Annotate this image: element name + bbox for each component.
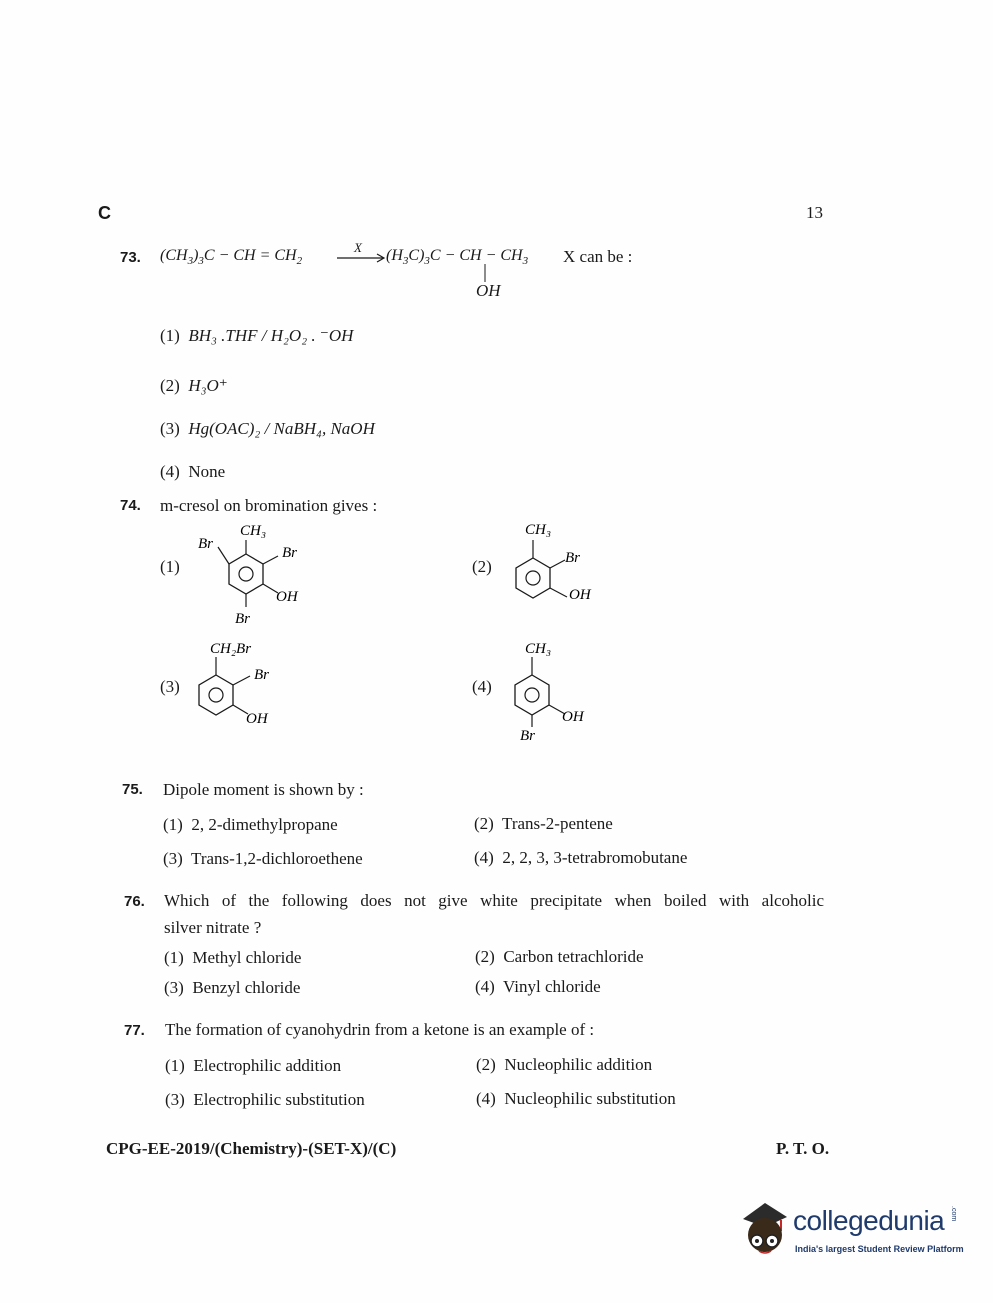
question-number: 75. xyxy=(122,781,143,798)
question-number: 76. xyxy=(124,893,145,910)
brand-tagline: India's largest Student Review Platform xyxy=(795,1244,964,1254)
ch3-label: CH₃ xyxy=(525,641,552,657)
question-stem: The formation of cyanohydrin from a ketone is an example of : xyxy=(165,1020,595,1039)
page-number: 13 xyxy=(806,203,823,222)
question-73-suffix: X can be : xyxy=(563,247,633,266)
option-2: (2) Carbon tetrachloride xyxy=(475,947,644,966)
option-1-label: (1) xyxy=(160,557,180,576)
option-3: (3) Hg(OAC)₂ / NaBH₄, NaOH xyxy=(160,419,375,438)
option-1: (1) 2, 2-dimethylpropane xyxy=(163,815,338,834)
structure-option-3 xyxy=(190,635,310,730)
ch2br-label: CH₂Br xyxy=(210,641,252,657)
reaction-product: $(H_3C)_3C$ − CH − $CH_3$ xyxy=(386,247,529,268)
option-2: (2) Nucleophilic addition xyxy=(476,1055,653,1074)
reaction-reactant: $(CH_3)_3C$ − CH = $CH_2$ xyxy=(160,247,303,268)
question-number: 74. xyxy=(120,497,141,514)
mascot-icon xyxy=(735,1197,793,1259)
oh-label: OH xyxy=(276,589,298,605)
benzene-ring xyxy=(515,675,549,715)
option-3-label: (3) xyxy=(160,677,180,696)
option-3: (3) Benzyl chloride xyxy=(164,978,301,997)
structure-option-1 xyxy=(190,515,325,625)
question-stem: Dipole moment is shown by : xyxy=(163,780,364,799)
br-label: Br xyxy=(198,536,213,552)
pto-label: P. T. O. xyxy=(776,1139,830,1158)
ch3-label: CH₃ xyxy=(525,522,552,538)
option-1: (1) BH₃ .THF / H₂O₂ . ⁻OH xyxy=(160,326,354,345)
question-number: 73. xyxy=(120,249,141,266)
br-label: Br xyxy=(282,545,297,561)
brand-com: .com xyxy=(950,1206,957,1222)
option-3: (3) Trans-1,2-dichloroethene xyxy=(163,849,363,868)
br-label: Br xyxy=(520,728,535,744)
reaction-reagent: X xyxy=(354,240,362,255)
option-2-label: (2) xyxy=(472,557,492,576)
benzene-ring xyxy=(229,554,263,594)
option-4: (4) Vinyl chloride xyxy=(475,977,601,996)
option-2: (2) Trans-2-pentene xyxy=(474,814,613,833)
option-4: (4) None xyxy=(160,462,226,481)
benzene-ring xyxy=(516,558,550,598)
oh-label: OH xyxy=(246,711,268,727)
oh-label: OH xyxy=(569,587,591,603)
structure-option-2 xyxy=(505,515,635,610)
paper-code: CPG-EE-2019/(Chemistry)-(SET-X)/(C) xyxy=(106,1139,397,1158)
question-stem-line-1: Which of the following does not give white precipitate when boiled with alcoholic xyxy=(164,891,824,910)
question-stem: m-cresol on bromination gives : xyxy=(160,496,378,515)
br-label: Br xyxy=(565,550,580,566)
question-number: 77. xyxy=(124,1022,145,1039)
benzene-ring xyxy=(199,675,233,715)
set-letter: C xyxy=(98,203,111,223)
br-label: Br xyxy=(235,611,250,625)
ch3-label: CH₃ xyxy=(240,523,267,539)
option-1: (1) Electrophilic addition xyxy=(165,1056,342,1075)
option-1: (1) Methyl chloride xyxy=(164,948,302,967)
br-label: Br xyxy=(254,667,269,683)
question-stem-line-2: silver nitrate ? xyxy=(164,918,262,937)
brand-name: collegedunia xyxy=(793,1205,945,1236)
structure-option-4 xyxy=(505,635,625,745)
option-3: (3) Electrophilic substitution xyxy=(165,1090,365,1109)
option-4: (4) Nucleophilic substitution xyxy=(476,1089,676,1108)
option-2: (2) H₃O⁺ xyxy=(160,376,228,395)
product-oh: OH xyxy=(476,281,501,300)
option-4: (4) 2, 2, 3, 3-tetrabromobutane xyxy=(474,848,688,867)
oh-label: OH xyxy=(562,709,584,725)
option-4-label: (4) xyxy=(472,677,492,696)
reaction-arrow xyxy=(337,252,387,264)
